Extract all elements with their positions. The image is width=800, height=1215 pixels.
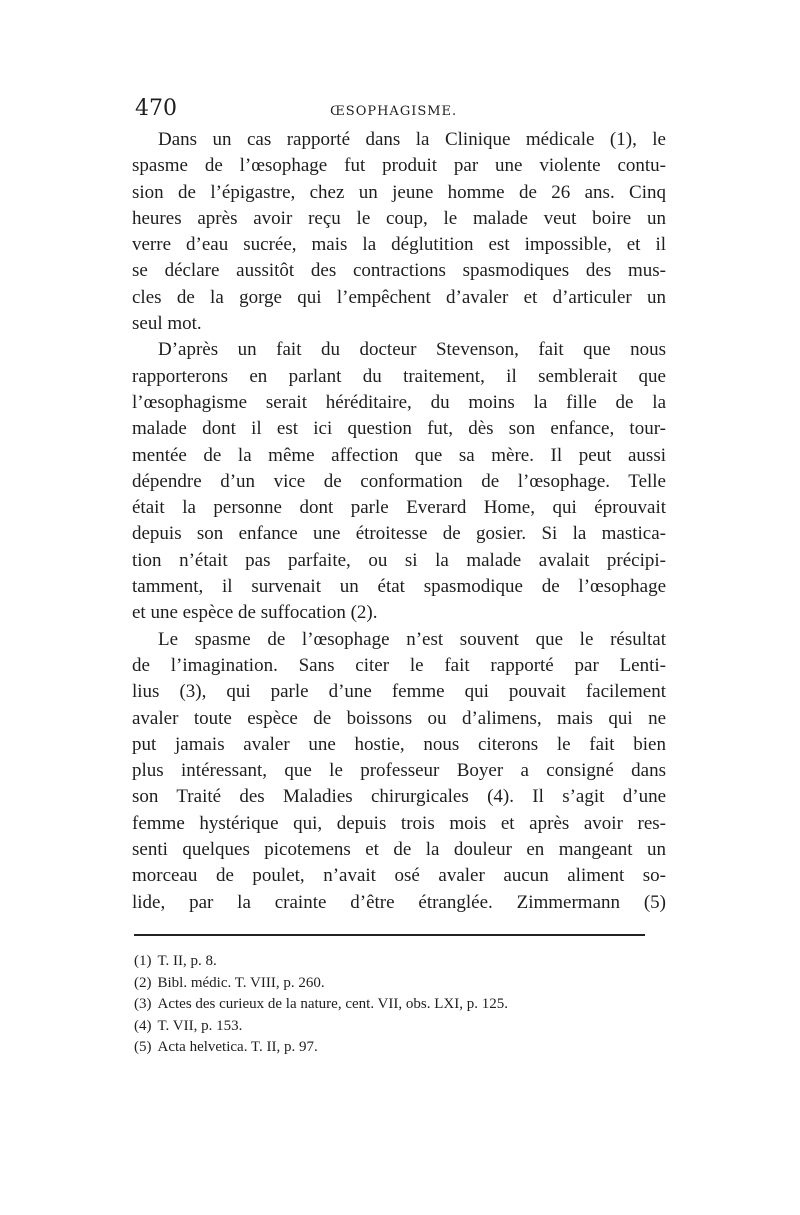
paragraph-line: et une espèce de suffocation (2). xyxy=(132,602,378,624)
footnote xyxy=(134,951,664,973)
paragraph-line: son Traité des Maladies chirurgicales (4). Il s’agit d’une xyxy=(132,786,666,808)
footnote xyxy=(134,1016,664,1038)
paragraph-line: heures après avoir reçu le coup, le malade veut boire un xyxy=(132,207,666,229)
footnote-marker: (2) xyxy=(134,974,152,991)
paragraph-line: rapporterons en parlant du traitement, il semblerait que xyxy=(132,365,666,387)
footnote-text: Acta helvetica. T. II, p. 97. xyxy=(157,1039,318,1055)
paragraph-line: femme hystérique qui, depuis trois mois et après avoir res- xyxy=(132,812,666,834)
footnote-text: T. II, p. 8. xyxy=(157,953,217,969)
paragraph-line: Le spasme de l’œsophage n’est souvent que le résultat xyxy=(158,628,666,650)
body-text xyxy=(132,127,666,916)
paragraph-line: se déclare aussitôt des contractions spasmodiques des mus- xyxy=(132,260,666,282)
page-number: 470 xyxy=(135,96,177,121)
paragraph-line: sion de l’épigastre, chez un jeune homme de 26 ans. Cinq xyxy=(132,181,666,203)
paragraph-line: senti quelques picotemens et de la douleur en mangeant un xyxy=(132,839,666,861)
paragraph-line: mentée de la même affection que sa mère. Il peut aussi xyxy=(132,444,666,466)
footnote-text: T. VII, p. 153. xyxy=(157,1017,243,1034)
paragraph-line: spasme de l’œsophage fut produit par une violente contu- xyxy=(132,155,666,177)
paragraph-line: malade dont il est ici question fut, dès son enfance, tour- xyxy=(132,418,666,440)
paragraph-line: était la personne dont parle Everard Home, qui éprouvait xyxy=(132,497,666,519)
footnote-separator xyxy=(134,934,645,936)
footnote xyxy=(134,973,664,995)
running-head: ŒSOPHAGISME. xyxy=(330,104,458,119)
paragraph-line: lius (3), qui parle d’une femme qui pouvait facilement xyxy=(132,681,666,703)
footnote-marker: (4) xyxy=(134,1017,152,1034)
paragraph-line: dépendre d’un vice de conformation de l’œsophage. Telle xyxy=(132,470,666,492)
paragraph-line: cles de la gorge qui l’empêchent d’avaler et d’articuler un xyxy=(132,286,666,308)
paragraph-line: de l’imagination. Sans citer le fait rapporté par Lenti- xyxy=(132,654,666,676)
footnote xyxy=(134,1037,664,1059)
footnote xyxy=(134,994,664,1016)
paragraph-line: seul mot. xyxy=(132,313,202,335)
paragraph-line: avaler toute espèce de boissons ou d’alimens, mais qui ne xyxy=(132,707,666,729)
paragraph-line: verre d’eau sucrée, mais la déglutition est impossible, et il xyxy=(132,234,666,256)
paragraph-line: tion n’était pas parfaite, ou si la malade avalait précipi- xyxy=(132,549,666,571)
footnote-text: Bibl. médic. T. VIII, p. 260. xyxy=(157,974,325,991)
footnote-text: Actes des curieux de la nature, cent. VII, obs. LXI, p. 125. xyxy=(157,996,508,1012)
paragraph-line: Dans un cas rapporté dans la Clinique médicale (1), le xyxy=(158,129,666,150)
paragraph-line: depuis son enfance une étroitesse de gosier. Si la mastica- xyxy=(132,523,666,545)
footnote-marker: (3) xyxy=(134,996,152,1012)
paragraph-line: plus intéressant, que le professeur Boyer a consigné dans xyxy=(132,760,666,782)
paragraph-line: lide, par la crainte d’être étranglée. Zimmermann (5) xyxy=(132,891,666,913)
paragraph-line: put jamais avaler une hostie, nous citerons le fait bien xyxy=(132,733,666,755)
paragraph-line: tamment, il survenait un état spasmodique de l’œsophage xyxy=(132,576,666,598)
paragraph-line: morceau de poulet, n’avait osé avaler aucun aliment so- xyxy=(132,865,666,887)
footnote-marker: (5) xyxy=(134,1039,152,1055)
paragraph-line: l’œsophagisme serait héréditaire, du moins la fille de la xyxy=(132,391,666,413)
paragraph-line: D’après un fait du docteur Stevenson, fait que nous xyxy=(158,339,666,361)
footnotes xyxy=(134,951,664,1059)
footnote-marker: (1) xyxy=(134,953,152,969)
